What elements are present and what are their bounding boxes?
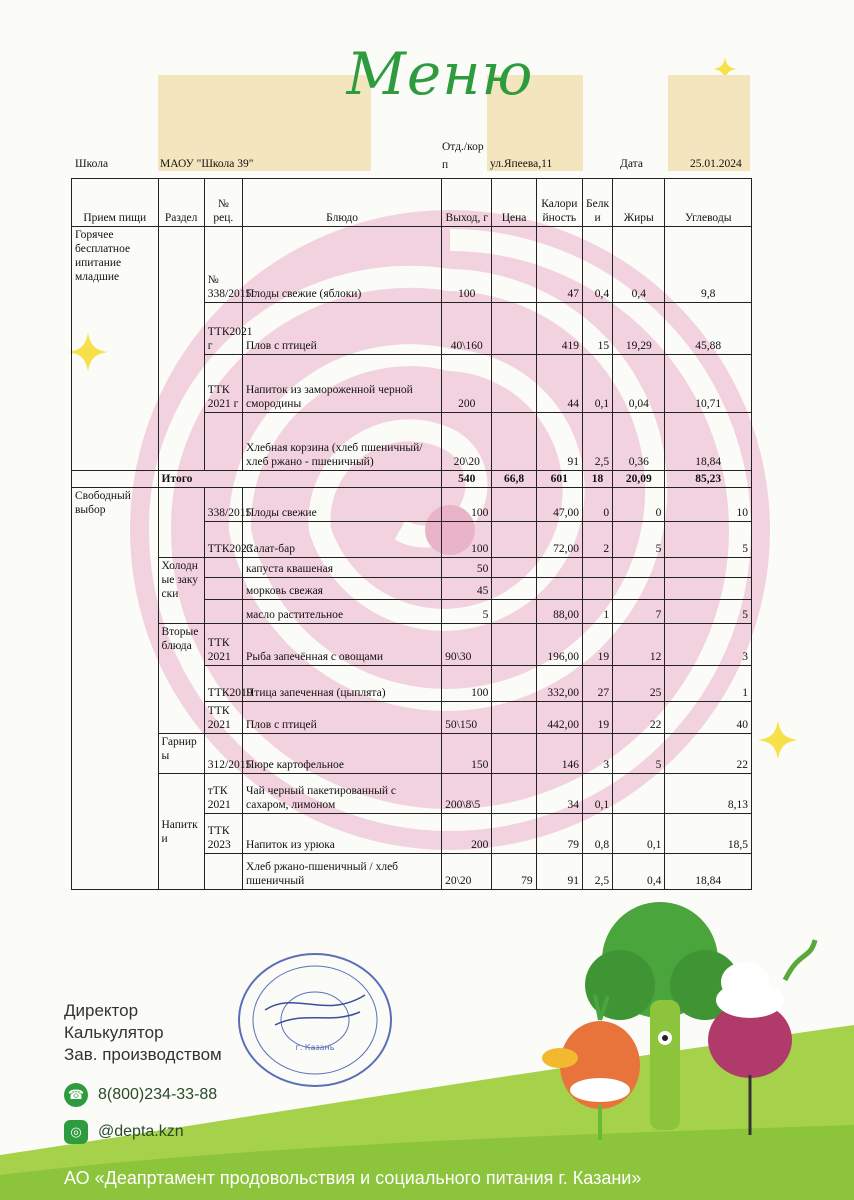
rec-cell bbox=[204, 854, 242, 890]
dish-cell: масло растительное bbox=[242, 600, 441, 624]
rec-cell: № 338/2015г bbox=[204, 227, 242, 303]
fat-cell: 7 bbox=[613, 600, 665, 624]
col-header: Раздел bbox=[158, 179, 204, 227]
phone-number: 8(800)234-33-88 bbox=[98, 1086, 218, 1103]
prot-cell: 1 bbox=[582, 600, 612, 624]
fat-cell: 12 bbox=[613, 624, 665, 666]
cal-cell: 196,00 bbox=[536, 624, 582, 666]
prot-cell: 3 bbox=[582, 734, 612, 774]
rec-cell: ТТК 2021 bbox=[204, 624, 242, 666]
prot-cell: 2,5 bbox=[582, 413, 612, 471]
school-label: Школа bbox=[75, 158, 109, 170]
total-cal: 601 bbox=[536, 471, 582, 488]
rec-cell bbox=[204, 413, 242, 471]
price-cell bbox=[492, 578, 536, 600]
table-row bbox=[72, 227, 752, 303]
cal-cell: 442,00 bbox=[536, 702, 582, 734]
rec-cell: ТТК2019 bbox=[204, 666, 242, 702]
carb-cell: 10 bbox=[665, 488, 752, 522]
table-row bbox=[72, 488, 752, 522]
total-price: 66,8 bbox=[492, 471, 536, 488]
dish-cell: Плоды свежие bbox=[242, 488, 441, 522]
table-row bbox=[72, 624, 752, 666]
out-cell: 150 bbox=[442, 734, 492, 774]
fat-cell bbox=[613, 774, 665, 814]
prot-cell: 27 bbox=[582, 666, 612, 702]
out-cell: 50 bbox=[442, 558, 492, 578]
prot-cell bbox=[582, 558, 612, 578]
prot-cell: 0,1 bbox=[582, 774, 612, 814]
menu-table bbox=[71, 178, 752, 890]
col-header: № рец. bbox=[204, 179, 242, 227]
col-header: Выход, г bbox=[442, 179, 492, 227]
rec-cell: ТТК2023 bbox=[204, 522, 242, 558]
rec-cell: 312/2015 bbox=[204, 734, 242, 774]
col-header: Углеводы bbox=[665, 179, 752, 227]
carb-cell: 8,13 bbox=[665, 774, 752, 814]
carb-cell: 18,5 bbox=[665, 814, 752, 854]
highlight-box bbox=[668, 75, 750, 171]
out-cell: 5 bbox=[442, 600, 492, 624]
price-cell bbox=[492, 814, 536, 854]
table-row bbox=[72, 734, 752, 774]
col-header: Прием пищи bbox=[72, 179, 159, 227]
prot-cell: 2 bbox=[582, 522, 612, 558]
price-cell bbox=[492, 666, 536, 702]
rec-cell bbox=[204, 558, 242, 578]
carb-cell bbox=[665, 578, 752, 600]
cal-cell: 146 bbox=[536, 734, 582, 774]
total-fat: 20,09 bbox=[613, 471, 665, 488]
out-cell: 100 bbox=[442, 227, 492, 303]
organization-name: АО «Деапртамент продовольствия и социального питания г. Казани» bbox=[64, 1168, 642, 1188]
meal-type-label: Горячее бесплатное ипитание младшие bbox=[72, 227, 159, 471]
cal-cell: 91 bbox=[536, 413, 582, 471]
price-cell bbox=[492, 303, 536, 355]
dish-cell: Салат-бар bbox=[242, 522, 441, 558]
rec-cell: ТТК 2021 bbox=[204, 702, 242, 734]
cal-cell: 88,00 bbox=[536, 600, 582, 624]
official-stamp bbox=[235, 950, 395, 1090]
dish-cell: Напиток из замороженной черной смородины bbox=[242, 355, 441, 413]
dish-cell: Рыба запечённая с овощами bbox=[242, 624, 441, 666]
table-header-row bbox=[72, 179, 752, 227]
section-cell bbox=[158, 488, 204, 558]
section-label: Гарниры bbox=[158, 734, 204, 774]
dish-cell: Хлебная корзина (хлеб пшеничный/хлеб ржано - пшеничный) bbox=[242, 413, 441, 471]
rec-cell: ТТК 2023 bbox=[204, 814, 242, 854]
price-cell bbox=[492, 734, 536, 774]
fat-cell: 0,4 bbox=[613, 227, 665, 303]
fat-cell: 0,36 bbox=[613, 413, 665, 471]
out-cell: 90\30 bbox=[442, 624, 492, 666]
out-cell: 20\20 bbox=[442, 413, 492, 471]
out-cell: 200 bbox=[442, 814, 492, 854]
carb-cell: 9,8 bbox=[665, 227, 752, 303]
prot-cell: 0,1 bbox=[582, 355, 612, 413]
table-row bbox=[72, 558, 752, 578]
cal-cell: 47 bbox=[536, 227, 582, 303]
dish-cell: Птица запеченная (цыплята) bbox=[242, 666, 441, 702]
signature-block bbox=[64, 1000, 222, 1066]
dish-cell: морковь свежая bbox=[242, 578, 441, 600]
carb-cell: 3 bbox=[665, 624, 752, 666]
carb-cell: 40 bbox=[665, 702, 752, 734]
prot-cell bbox=[582, 578, 612, 600]
price-cell bbox=[492, 355, 536, 413]
carb-cell: 5 bbox=[665, 600, 752, 624]
page-title: Меню bbox=[346, 40, 534, 108]
total-out: 540 bbox=[442, 471, 492, 488]
price-cell bbox=[492, 227, 536, 303]
price-cell bbox=[492, 774, 536, 814]
rec-cell: тТК 2021 bbox=[204, 774, 242, 814]
cal-cell bbox=[536, 578, 582, 600]
price-cell bbox=[492, 488, 536, 522]
date-label: Дата bbox=[620, 158, 643, 170]
fat-cell: 0 bbox=[613, 488, 665, 522]
meal-type-label: Свободный выбор bbox=[72, 488, 159, 890]
carb-cell: 18,84 bbox=[665, 413, 752, 471]
out-cell: 100 bbox=[442, 488, 492, 522]
col-header: Белки bbox=[582, 179, 612, 227]
fat-cell: 0,1 bbox=[613, 814, 665, 854]
director-label: Директор bbox=[64, 1001, 139, 1020]
carb-cell: 10,71 bbox=[665, 355, 752, 413]
price-cell: 79 bbox=[492, 854, 536, 890]
prot-cell: 2,5 bbox=[582, 854, 612, 890]
rec-cell bbox=[204, 600, 242, 624]
rec-cell bbox=[204, 578, 242, 600]
dept-label: Отд./корп bbox=[442, 141, 484, 171]
carb-cell bbox=[665, 558, 752, 578]
cal-cell: 44 bbox=[536, 355, 582, 413]
cal-cell: 47,00 bbox=[536, 488, 582, 522]
cal-cell: 332,00 bbox=[536, 666, 582, 702]
out-cell: 50\150 bbox=[442, 702, 492, 734]
dish-cell: Чай черный пакетированный с сахаром, лимоном bbox=[242, 774, 441, 814]
out-cell: 45 bbox=[442, 578, 492, 600]
carb-cell: 5 bbox=[665, 522, 752, 558]
cal-cell: 419 bbox=[536, 303, 582, 355]
carb-cell: 45,88 bbox=[665, 303, 752, 355]
star-icon bbox=[756, 718, 800, 762]
calculator-label: Калькулятор bbox=[64, 1023, 164, 1042]
cal-cell: 79 bbox=[536, 814, 582, 854]
prot-cell: 15 bbox=[582, 303, 612, 355]
date-value: 25.01.2024 bbox=[690, 158, 742, 170]
out-cell: 20\20 bbox=[442, 854, 492, 890]
out-cell: 40\160 bbox=[442, 303, 492, 355]
stamp-text: г. Казань bbox=[295, 1043, 335, 1052]
price-cell bbox=[492, 600, 536, 624]
col-header: Блюдо bbox=[242, 179, 441, 227]
dish-cell: Хлеб ржано-пшеничный / хлеб пшеничный bbox=[242, 854, 441, 890]
cal-cell: 72,00 bbox=[536, 522, 582, 558]
col-header: Калорийность bbox=[536, 179, 582, 227]
price-cell bbox=[492, 522, 536, 558]
dish-cell: Плоды свежие (яблоки) bbox=[242, 227, 441, 303]
prot-cell: 19 bbox=[582, 624, 612, 666]
section-cell bbox=[158, 227, 204, 471]
dish-cell: Пюре картофельное bbox=[242, 734, 441, 774]
prot-cell: 0,4 bbox=[582, 227, 612, 303]
school-value: МАОУ "Школа 39" bbox=[160, 158, 254, 170]
carb-cell: 22 bbox=[665, 734, 752, 774]
fat-cell bbox=[613, 558, 665, 578]
dish-cell: Плов с птицей bbox=[242, 702, 441, 734]
fat-cell: 25 bbox=[613, 666, 665, 702]
col-header: Жиры bbox=[613, 179, 665, 227]
prot-cell: 0,8 bbox=[582, 814, 612, 854]
cal-cell: 34 bbox=[536, 774, 582, 814]
price-cell bbox=[492, 702, 536, 734]
total-blank bbox=[72, 471, 159, 488]
fat-cell: 0,4 bbox=[613, 854, 665, 890]
out-cell: 100 bbox=[442, 522, 492, 558]
price-cell bbox=[492, 624, 536, 666]
out-cell: 200\8\5 bbox=[442, 774, 492, 814]
out-cell: 100 bbox=[442, 666, 492, 702]
address: ул.Япеева,11 bbox=[490, 158, 553, 170]
phone-icon: ☎ bbox=[64, 1083, 88, 1107]
vegetable-mascots-illustration bbox=[540, 890, 840, 1160]
dish-cell: Плов с птицей bbox=[242, 303, 441, 355]
fat-cell: 22 bbox=[613, 702, 665, 734]
price-cell bbox=[492, 558, 536, 578]
col-header: Цена bbox=[492, 179, 536, 227]
cal-cell: 91 bbox=[536, 854, 582, 890]
prot-cell: 0 bbox=[582, 488, 612, 522]
rec-cell: ТТК 2021 г bbox=[204, 355, 242, 413]
carb-cell: 1 bbox=[665, 666, 752, 702]
rec-cell: 338/2015 bbox=[204, 488, 242, 522]
dish-cell: капуста квашеная bbox=[242, 558, 441, 578]
section-label: Напитки bbox=[158, 774, 204, 890]
instagram-contact bbox=[64, 1120, 184, 1144]
prot-cell: 19 bbox=[582, 702, 612, 734]
production-head-label: Зав. производством bbox=[64, 1045, 222, 1064]
section-label: Холодные закуски bbox=[158, 558, 204, 624]
price-cell bbox=[492, 413, 536, 471]
rec-cell: ТТК2021 г bbox=[204, 303, 242, 355]
total-carb: 85,23 bbox=[665, 471, 752, 488]
table-row bbox=[72, 774, 752, 814]
carb-cell: 18,84 bbox=[665, 854, 752, 890]
total-row bbox=[72, 471, 752, 488]
fat-cell: 0,04 bbox=[613, 355, 665, 413]
fat-cell: 5 bbox=[613, 734, 665, 774]
fat-cell bbox=[613, 578, 665, 600]
dish-cell: Напиток из урюка bbox=[242, 814, 441, 854]
instagram-handle: @depta.kzn bbox=[98, 1123, 184, 1140]
fat-cell: 5 bbox=[613, 522, 665, 558]
phone-contact bbox=[64, 1083, 217, 1107]
out-cell: 200 bbox=[442, 355, 492, 413]
instagram-icon: ◎ bbox=[64, 1120, 88, 1144]
cal-cell bbox=[536, 558, 582, 578]
fat-cell: 19,29 bbox=[613, 303, 665, 355]
total-label: Итого bbox=[158, 471, 442, 488]
section-label: Вторые блюда bbox=[158, 624, 204, 734]
total-prot: 18 bbox=[582, 471, 612, 488]
